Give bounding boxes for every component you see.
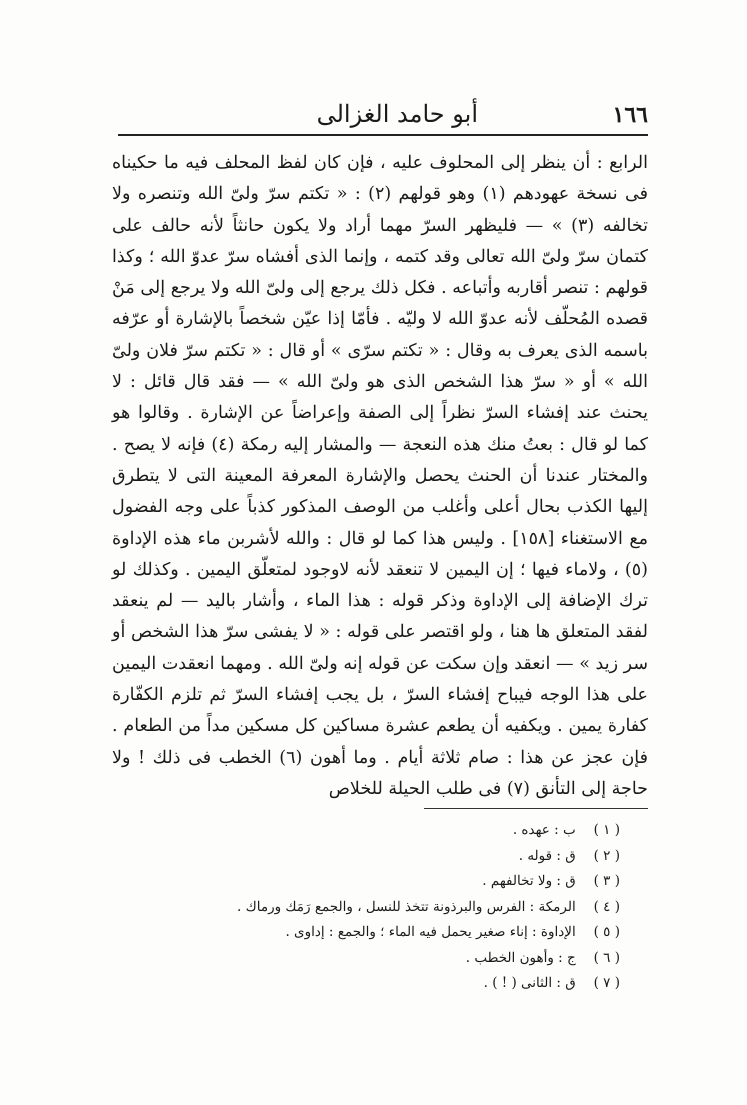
footnotes — [160, 818, 620, 997]
footnote — [160, 895, 620, 921]
footnote-number: ( ٦ ) — [593, 949, 620, 966]
main-text — [112, 148, 648, 805]
header-rule — [118, 134, 648, 136]
footnote — [160, 818, 620, 844]
footnote-rule — [424, 808, 648, 809]
footnote-text: ق : الثانى ( ! ) . — [483, 975, 576, 991]
footnote-number: ( ٢ ) — [593, 847, 620, 864]
footnote-text: ج : وأهون الخطب . — [465, 949, 576, 966]
footnote — [160, 844, 620, 870]
paragraph: الرابع : أن ينظر إلى المحلوف عليه ، فإن كان لفظ المحلف فيه ما حكيناه فى نسخة عهودهم (١) وهو قولهم (٢) : « تكتم سرّ ولىّ الله وتنصره ولا تخالفه (٣) » — فليظهر السرّ مهما أراد ولا يكون حانثاً لأنه حالف على كتمان سرّ ولىّ الله تعالى وقد كتمه ، وإنما الذى أفشاه سرّ عدوّ الله ؛ وكذا قولهم : تنصر أقاربه وأتباعه . فكل ذلك يرجع إلى ولىّ الله ولا يرجع إلى مَنْ قصده المُحلّف لأنه عدوّ الله لا وليّه . فأمّا إذا عيّن شخصاً بالإشارة أو عرّفه باسمه الذى يعرف به وقال : « تكتم سرّى » أو قال : « تكتم سرّ فلان ولىّ الله » أو « سرّ هذا الشخص الذى هو ولىّ الله » — فقد قال قائل : لا يحنث عند إفشاء السرّ نظراً إلى الصفة وإعراضاً عن الإشارة . وقالوا هو كما لو قال : بعتُ منك هذه النعجة — والمشار إليه رمكة (٤) فإنه لا يصح . والمختار عندنا أن الحنث يحصل والإشارة المعرفة المعينة التى لا يتطرق إليها الكذب بحال أعلى وأغلب من الوصف المذكور كذباً على وجه الفضول مع الاستغناء [١٥٨] . وليس هذا كما لو قال : والله لأشربن ماء هذه الإداوة (٥) ، ولاماء فيها ؛ إن اليمين لا تنعقد لأنه لاوجود لمتعلّق اليمين . وكذلك لو ترك الإضافة إلى الإداوة وذكر قوله : هذا الماء ، وأشار باليد — لم ينعقد لفقد المتعلق ها هنا ، ولو اقتصر على قوله : « لا يفشى سرّ هذا الشخص أو سر زيد » — انعقد وإن سكت عن قوله إنه ولىّ الله . ومهما انعقدت اليمين على هذا الوجه فيباح إفشاء السرّ ، بل يجب إفشاء السرّ ثم تلزم الكفّارة كفارة يمين . ويكفيه أن يطعم عشرة مساكين كل مسكين مداً من الطعام . فإن عجز عن هذا : صام ثلاثة أيام . وما أهون (٦) الخطب فى ذلك ! ولا حاجة إلى التأنق (٧) فى طلب الحيلة للخلاص — [112, 153, 649, 799]
page-number: ١٦٦ — [612, 102, 648, 128]
running-title: أبو حامد الغزالى — [316, 100, 478, 128]
footnote — [160, 869, 620, 895]
footnote-text: ق : ولا تخالفهم . — [482, 873, 576, 889]
footnote-number: ( ١ ) — [593, 822, 620, 838]
footnote-number: ( ٧ ) — [593, 975, 620, 991]
footnote — [160, 920, 620, 946]
page-header — [118, 98, 648, 132]
footnote-number: ( ٤ ) — [593, 898, 620, 915]
footnote-text: الإداوة : إناء صغير يحمل فيه الماء ؛ والجمع : إداوى . — [285, 924, 576, 940]
footnote-text: الرمكة : الفرس والبرذونة تتخذ للنسل ، والجمع رَمَك ورماك . — [237, 898, 576, 915]
footnote-text: ق : قوله . — [518, 847, 576, 864]
footnote-number: ( ٣ ) — [593, 873, 620, 889]
footnote-text: ب : عهده . — [512, 822, 576, 838]
footnote-number: ( ٥ ) — [593, 924, 620, 940]
footnote — [160, 971, 620, 997]
footnote — [160, 946, 620, 972]
